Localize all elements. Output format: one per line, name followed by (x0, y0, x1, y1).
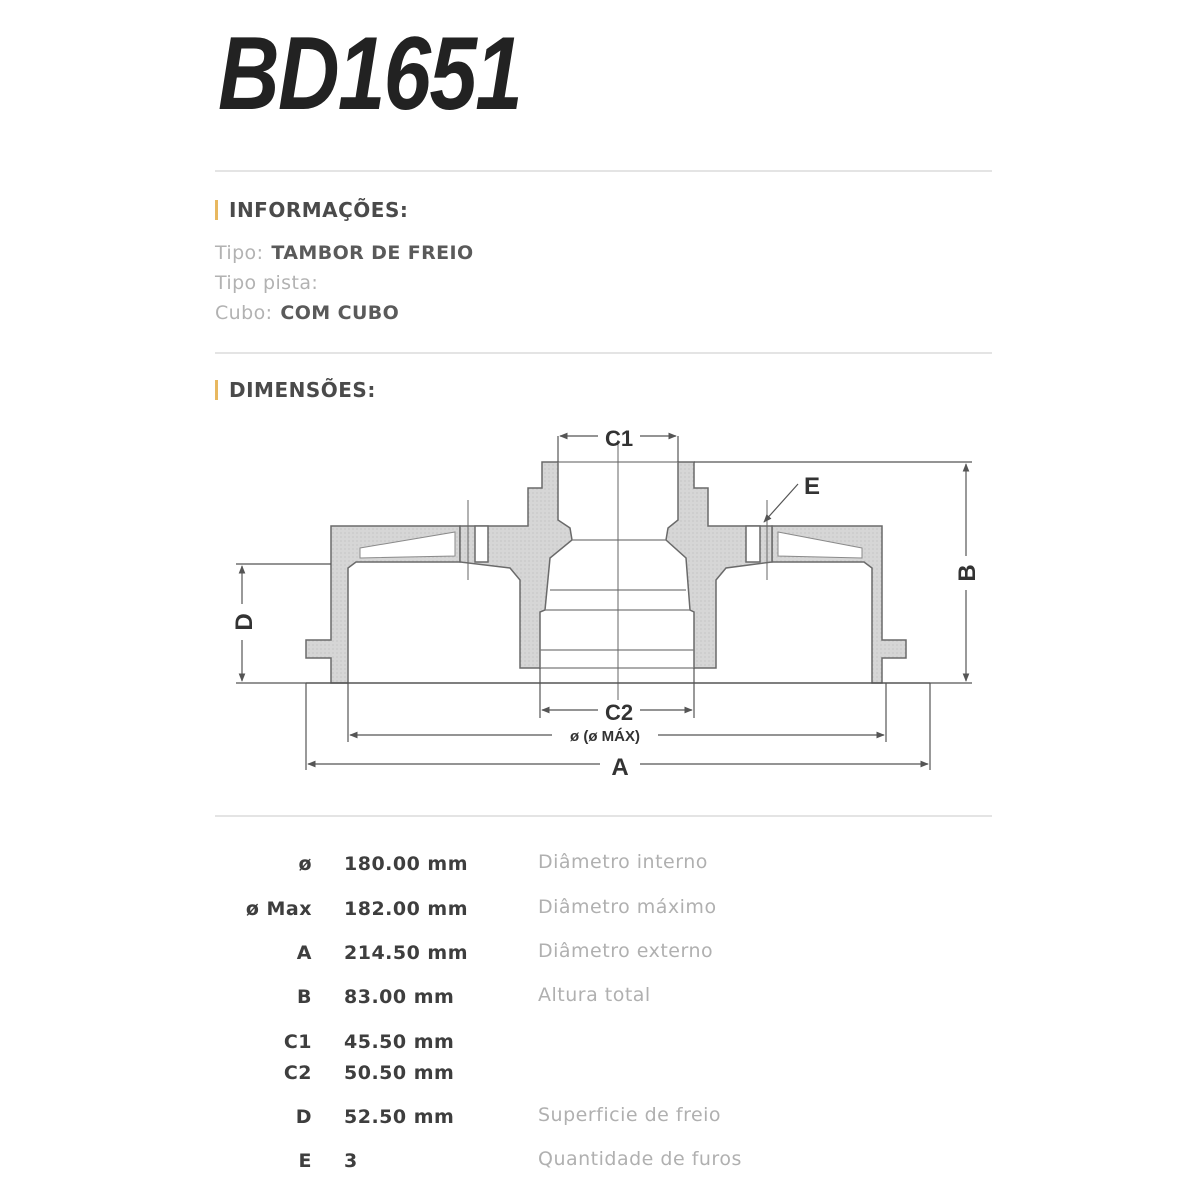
dimension-row (0, 1150, 1200, 1180)
label-a: A (611, 754, 629, 781)
dimension-row (0, 1062, 1200, 1092)
info-value: COM CUBO (280, 302, 400, 324)
dimension-row (0, 1031, 1200, 1061)
dimension-description: Diâmetro máximo (538, 896, 717, 918)
dimension-symbol: C2 (283, 1062, 312, 1084)
label-b: B (954, 564, 981, 582)
dimension-symbol: A (296, 942, 312, 964)
dimensions-heading-text: DIMENSÕES: (229, 378, 376, 402)
dimension-value: 50.50 mm (344, 1062, 455, 1084)
dimension-description: Diâmetro externo (538, 940, 714, 962)
label-c2: C2 (604, 700, 634, 725)
dimension-description: Altura total (538, 984, 651, 1006)
divider (215, 815, 992, 817)
dimension-symbol: E (298, 1150, 312, 1172)
dimension-description: Superficie de freio (538, 1104, 722, 1126)
info-label: Cubo: (215, 302, 273, 324)
dimension-row (0, 986, 1200, 1016)
dimension-value: 45.50 mm (344, 1031, 455, 1053)
dimension-symbol: C1 (283, 1031, 312, 1053)
dimension-symbol: ø (298, 853, 312, 875)
dimension-row (0, 1106, 1200, 1136)
dimension-row (0, 898, 1200, 928)
info-heading-text: INFORMAÇÕES: (229, 198, 409, 222)
dimension-symbol: B (297, 986, 312, 1008)
label-c1: C1 (604, 426, 634, 451)
info-value: TAMBOR DE FREIO (271, 242, 474, 264)
dimension-value: 83.00 mm (344, 986, 455, 1008)
dimension-value: 3 (344, 1150, 358, 1172)
label-d: D (231, 613, 258, 631)
bore-outline (540, 462, 694, 668)
label-phi: ø (ø MÁX) (570, 728, 640, 745)
info-label: Tipo pista: (215, 272, 319, 294)
info-label: Tipo: (215, 242, 264, 264)
dimension-row (0, 853, 1200, 883)
dimension-symbol: D (295, 1106, 312, 1128)
dimension-row (0, 942, 1200, 972)
dimension-value: 180.00 mm (344, 853, 469, 875)
dimension-symbol: ø Max (245, 898, 312, 920)
dimension-value: 52.50 mm (344, 1106, 455, 1128)
dimension-description: Diâmetro interno (538, 851, 708, 873)
product-code-title: BD1651 (218, 16, 522, 132)
dimension-description: Quantidade de furos (538, 1148, 742, 1170)
dimension-value: 182.00 mm (344, 898, 469, 920)
label-e: E (803, 473, 821, 500)
dimension-value: 214.50 mm (344, 942, 469, 964)
